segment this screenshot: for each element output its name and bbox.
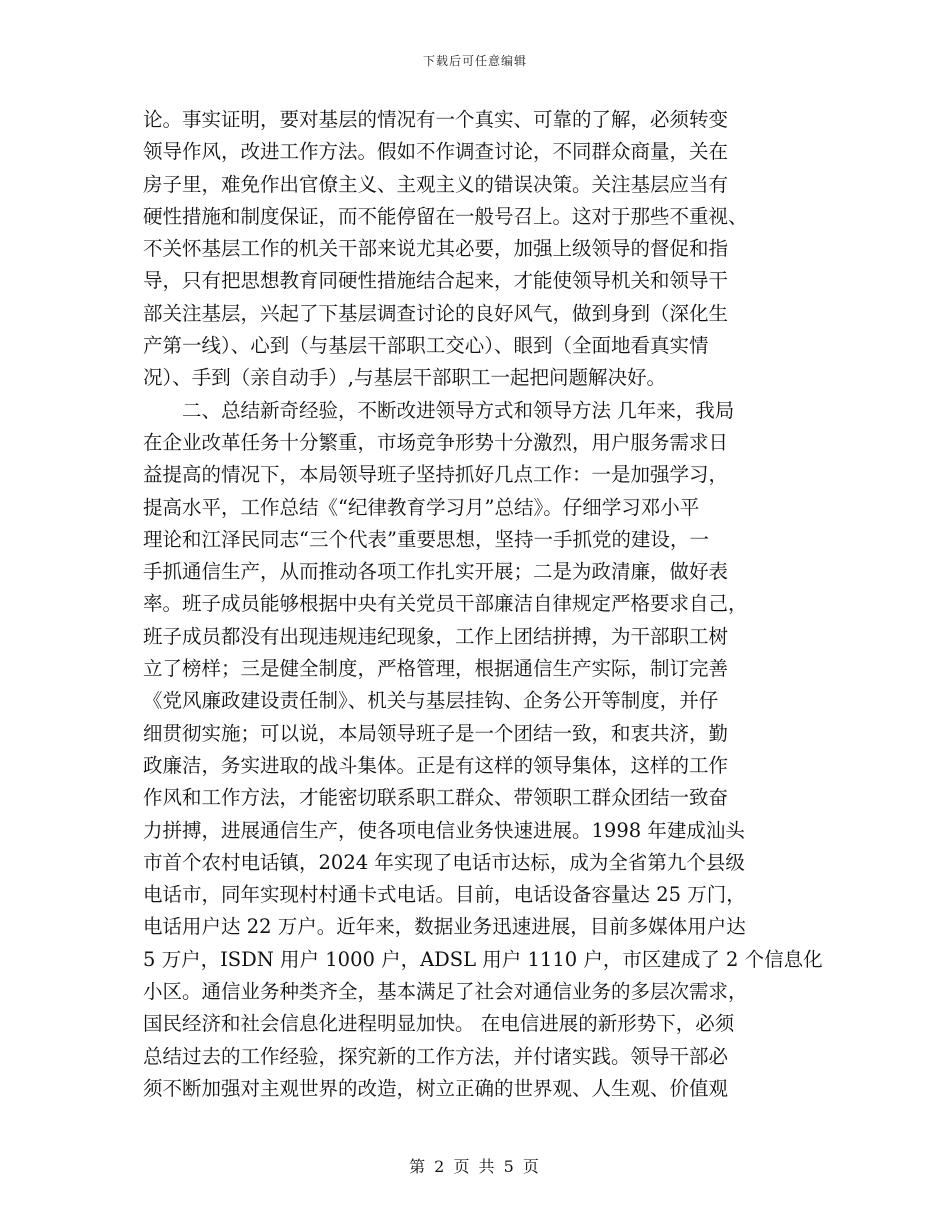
body-line: 作风和工作方法，才能密切联系职工群众、带领职工群众团结一致奋: [143, 786, 729, 810]
body-line: 不关怀基层工作的机关干部来说尤其必要，加强上级领导的督促和指: [143, 237, 729, 261]
body-line: 领导作风，改进工作方法。假如不作调查讨论，不同群众商量，关在: [143, 140, 729, 164]
body-line: 房子里，难免作出官僚主义、主观主义的错误决策。关注基层应当有: [143, 172, 729, 196]
body-line: 市首个农村电话镇，2024 年实现了电话市达标，成为全省第九个县级: [143, 850, 745, 874]
body-line: 力拼搏，进展通信生产，使各项电信业务快速进展。1998 年建成汕头: [143, 818, 745, 842]
body-line: 导，只有把思想教育同硬性措施结合起来，才能使领导机关和领导干: [143, 269, 729, 293]
body-line: 总结过去的工作经验，探究新的工作方法，并付诸实践。领导干部必: [143, 1044, 729, 1068]
body-line: 提高水平，工作总结《“纪律教育学习月”总结》。仔细学习邓小平: [143, 495, 700, 519]
body-line: 细贯彻实施；可以说，本局领导班子是一个团结一致，和衷共济，勤: [143, 721, 729, 745]
body-line: 况）、手到（亲自动手）,与基层干部职工一起把问题解决好。: [143, 366, 666, 390]
body-line: 小区。通信业务种类齐全，基本满足了社会对通信业务的多层次需求，: [143, 980, 748, 1004]
body-line: 电话市，同年实现村村通卡式电话。目前，电话设备容量达 25 万门，: [143, 883, 746, 907]
body-line: 电话用户达 22 万户。近年来，数据业务迅速进展，目前多媒体用户达: [143, 915, 746, 939]
body-line: 部关注基层，兴起了下基层调查讨论的良好风气，做到身到（深化生: [143, 301, 729, 325]
body-line: 班子成员都没有出现违规违纪现象，工作上团结拼搏，为干部职工树: [143, 624, 729, 648]
body-line: 《党风廉政建设责任制》、机关与基层挂钩、企务公开等制度，并仔: [143, 689, 719, 713]
body-line: 政廉洁，务实进取的战斗集体。正是有这样的领导集体，这样的工作: [143, 753, 729, 777]
body-line: 立了榜样；三是健全制度，严格管理，根据通信生产实际，制订完善: [143, 657, 729, 681]
page-header-note: 下载后可任意编辑: [422, 54, 527, 68]
body-line: 益提高的情况下，本局领导班子坚持抓好几点工作：一是加强学习，: [143, 463, 729, 487]
body-line: 国民经济和社会信息化进程明显加快。 在电信进展的新形势下，必须: [143, 1012, 735, 1036]
body-line: 理论和江泽民同志“三个代表”重要思想，坚持一手抓党的建设，一: [143, 527, 709, 551]
body-line: 在企业改革任务十分繁重，市场竞争形势十分激烈，用户服务需求日: [143, 430, 729, 454]
body-line: 手抓通信生产，从而推动各项工作扎实开展；二是为政清廉，做好表: [143, 560, 729, 584]
body-line: 率。班子成员能够根据中央有关党员干部廉洁自律规定严格要求自己，: [143, 592, 748, 616]
body-line: 须不断加强对主观世界的改造，树立正确的世界观、人生观、价值观: [143, 1076, 729, 1100]
body-line: 硬性措施和制度保证，而不能停留在一般号召上。这对于那些不重视、: [143, 204, 748, 228]
body-line: 论。事实证明，要对基层的情况有一个真实、可靠的了解，必须转变: [143, 108, 729, 131]
body-line: 5 万户，ISDN 用户 1000 户，ADSL 用户 1110 户，市区建成了 2 个信息化: [143, 947, 823, 971]
page-number-footer: 第 2 页 共 5 页: [409, 1157, 541, 1176]
body-line: 产第一线）、心到（与基层干部职工交心）、眼到（全面地看真实情: [143, 334, 709, 358]
document-body: [143, 104, 823, 1105]
body-line: 二、总结新奇经验，不断改进领导方式和领导方法 几年来，我局: [143, 398, 735, 422]
